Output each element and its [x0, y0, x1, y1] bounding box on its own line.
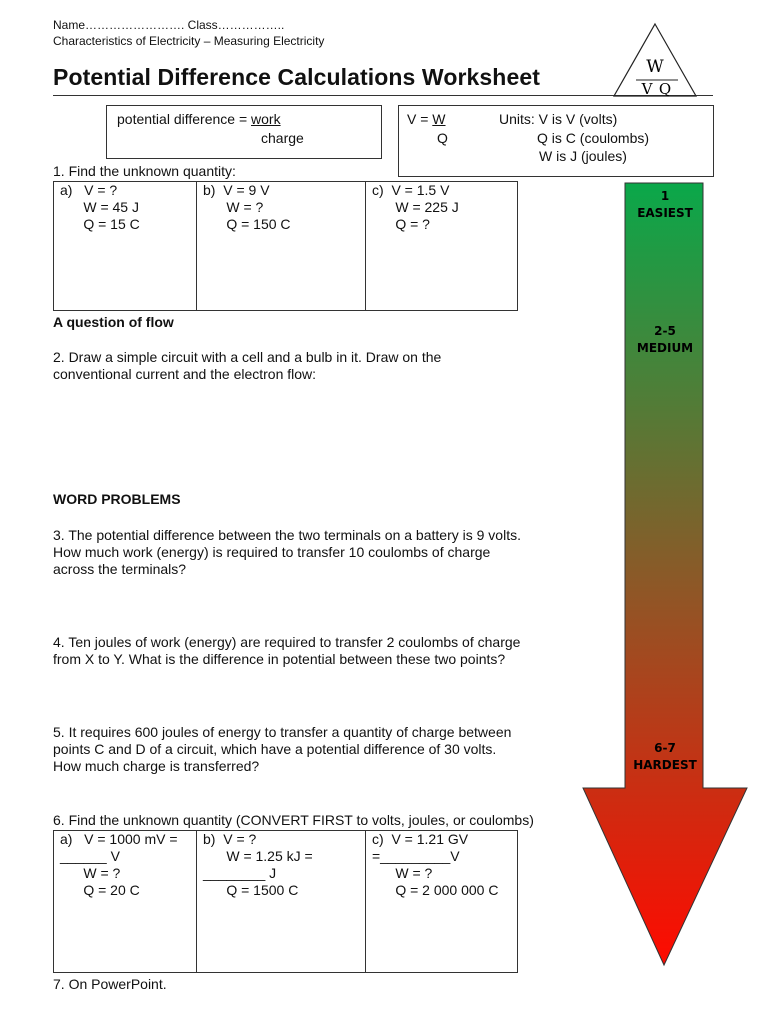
difficulty-label-easiest: 1 EASIEST — [637, 189, 693, 220]
units-q: Q — [437, 130, 448, 146]
word-problems-heading: WORD PROBLEMS — [53, 491, 181, 507]
difficulty-label-medium: 2-5 MEDIUM — [636, 324, 694, 355]
triangle-v: V — [641, 80, 653, 98]
q6-cell-c: c) V = 1.21 GV =_________V W = ? Q = 2 000 000 C — [365, 830, 518, 973]
triangle-w: W — [646, 57, 664, 77]
q5-text: 5. It requires 600 joules of energy to transfer a quantity of charge between points C and D of a circuit, which have a potential difference of 30 volts. How much charge is transferred? — [53, 724, 512, 774]
name-class-line: Name……………………. Class…………….. — [53, 18, 285, 32]
triangle-formula-icon — [610, 20, 700, 100]
q6-cell-a: a) V = 1000 mV = ______ V W = ? Q = 20 C — [53, 830, 197, 973]
triangle-q: Q — [658, 80, 672, 98]
units-box — [398, 105, 714, 177]
q2-text: 2. Draw a simple circuit with a cell and a bulb in it. Draw on the conventional current and the electron flow: — [53, 349, 442, 382]
q4-text: 4. Ten joules of work (energy) are required to transfer 2 coulombs of charge from X to Y. What is the difference in potential between these two points? — [53, 634, 521, 667]
formula-denominator: charge — [261, 130, 304, 146]
q1-cell-c: c) V = 1.5 V W = 225 J Q = ? — [365, 181, 518, 311]
q3-text: 3. The potential difference between the two terminals on a battery is 9 volts. How much work (energy) is required to transfer 10 coulombs of charge across the terminals? — [53, 527, 521, 577]
difficulty-label-hardest: 6-7 HARDEST — [633, 741, 697, 772]
formula-label: potential difference = — [117, 111, 252, 127]
v-equals: V = — [407, 111, 433, 127]
units-w-line: W is J (joules) — [539, 148, 627, 164]
q1-cell-a: a) V = ? W = 45 J Q = 15 C — [53, 181, 197, 311]
q1-cell-b: b) V = 9 V W = ? Q = 150 C — [196, 181, 366, 311]
units-v-title: Units: V is V (volts) — [499, 111, 618, 127]
formula-numerator: work — [251, 111, 281, 127]
units-w: W — [432, 111, 446, 127]
page-title: Potential Difference Calculations Worksheet — [53, 64, 540, 90]
formula-box — [106, 105, 382, 159]
subtitle: Characteristics of Electricity – Measuring Electricity — [53, 34, 325, 48]
flow-heading: A question of flow — [53, 314, 174, 330]
q6-prompt: 6. Find the unknown quantity (CONVERT FIRST to volts, joules, or coulombs) — [53, 812, 534, 828]
q1-prompt: 1. Find the unknown quantity: — [53, 163, 236, 179]
q7-text: 7. On PowerPoint. — [53, 976, 167, 992]
q6-cell-b: b) V = ? W = 1.25 kJ = ________ J Q = 1500 C — [196, 830, 366, 973]
difficulty-arrow — [580, 180, 750, 970]
units-q-line: Q is C (coulombs) — [537, 130, 650, 146]
